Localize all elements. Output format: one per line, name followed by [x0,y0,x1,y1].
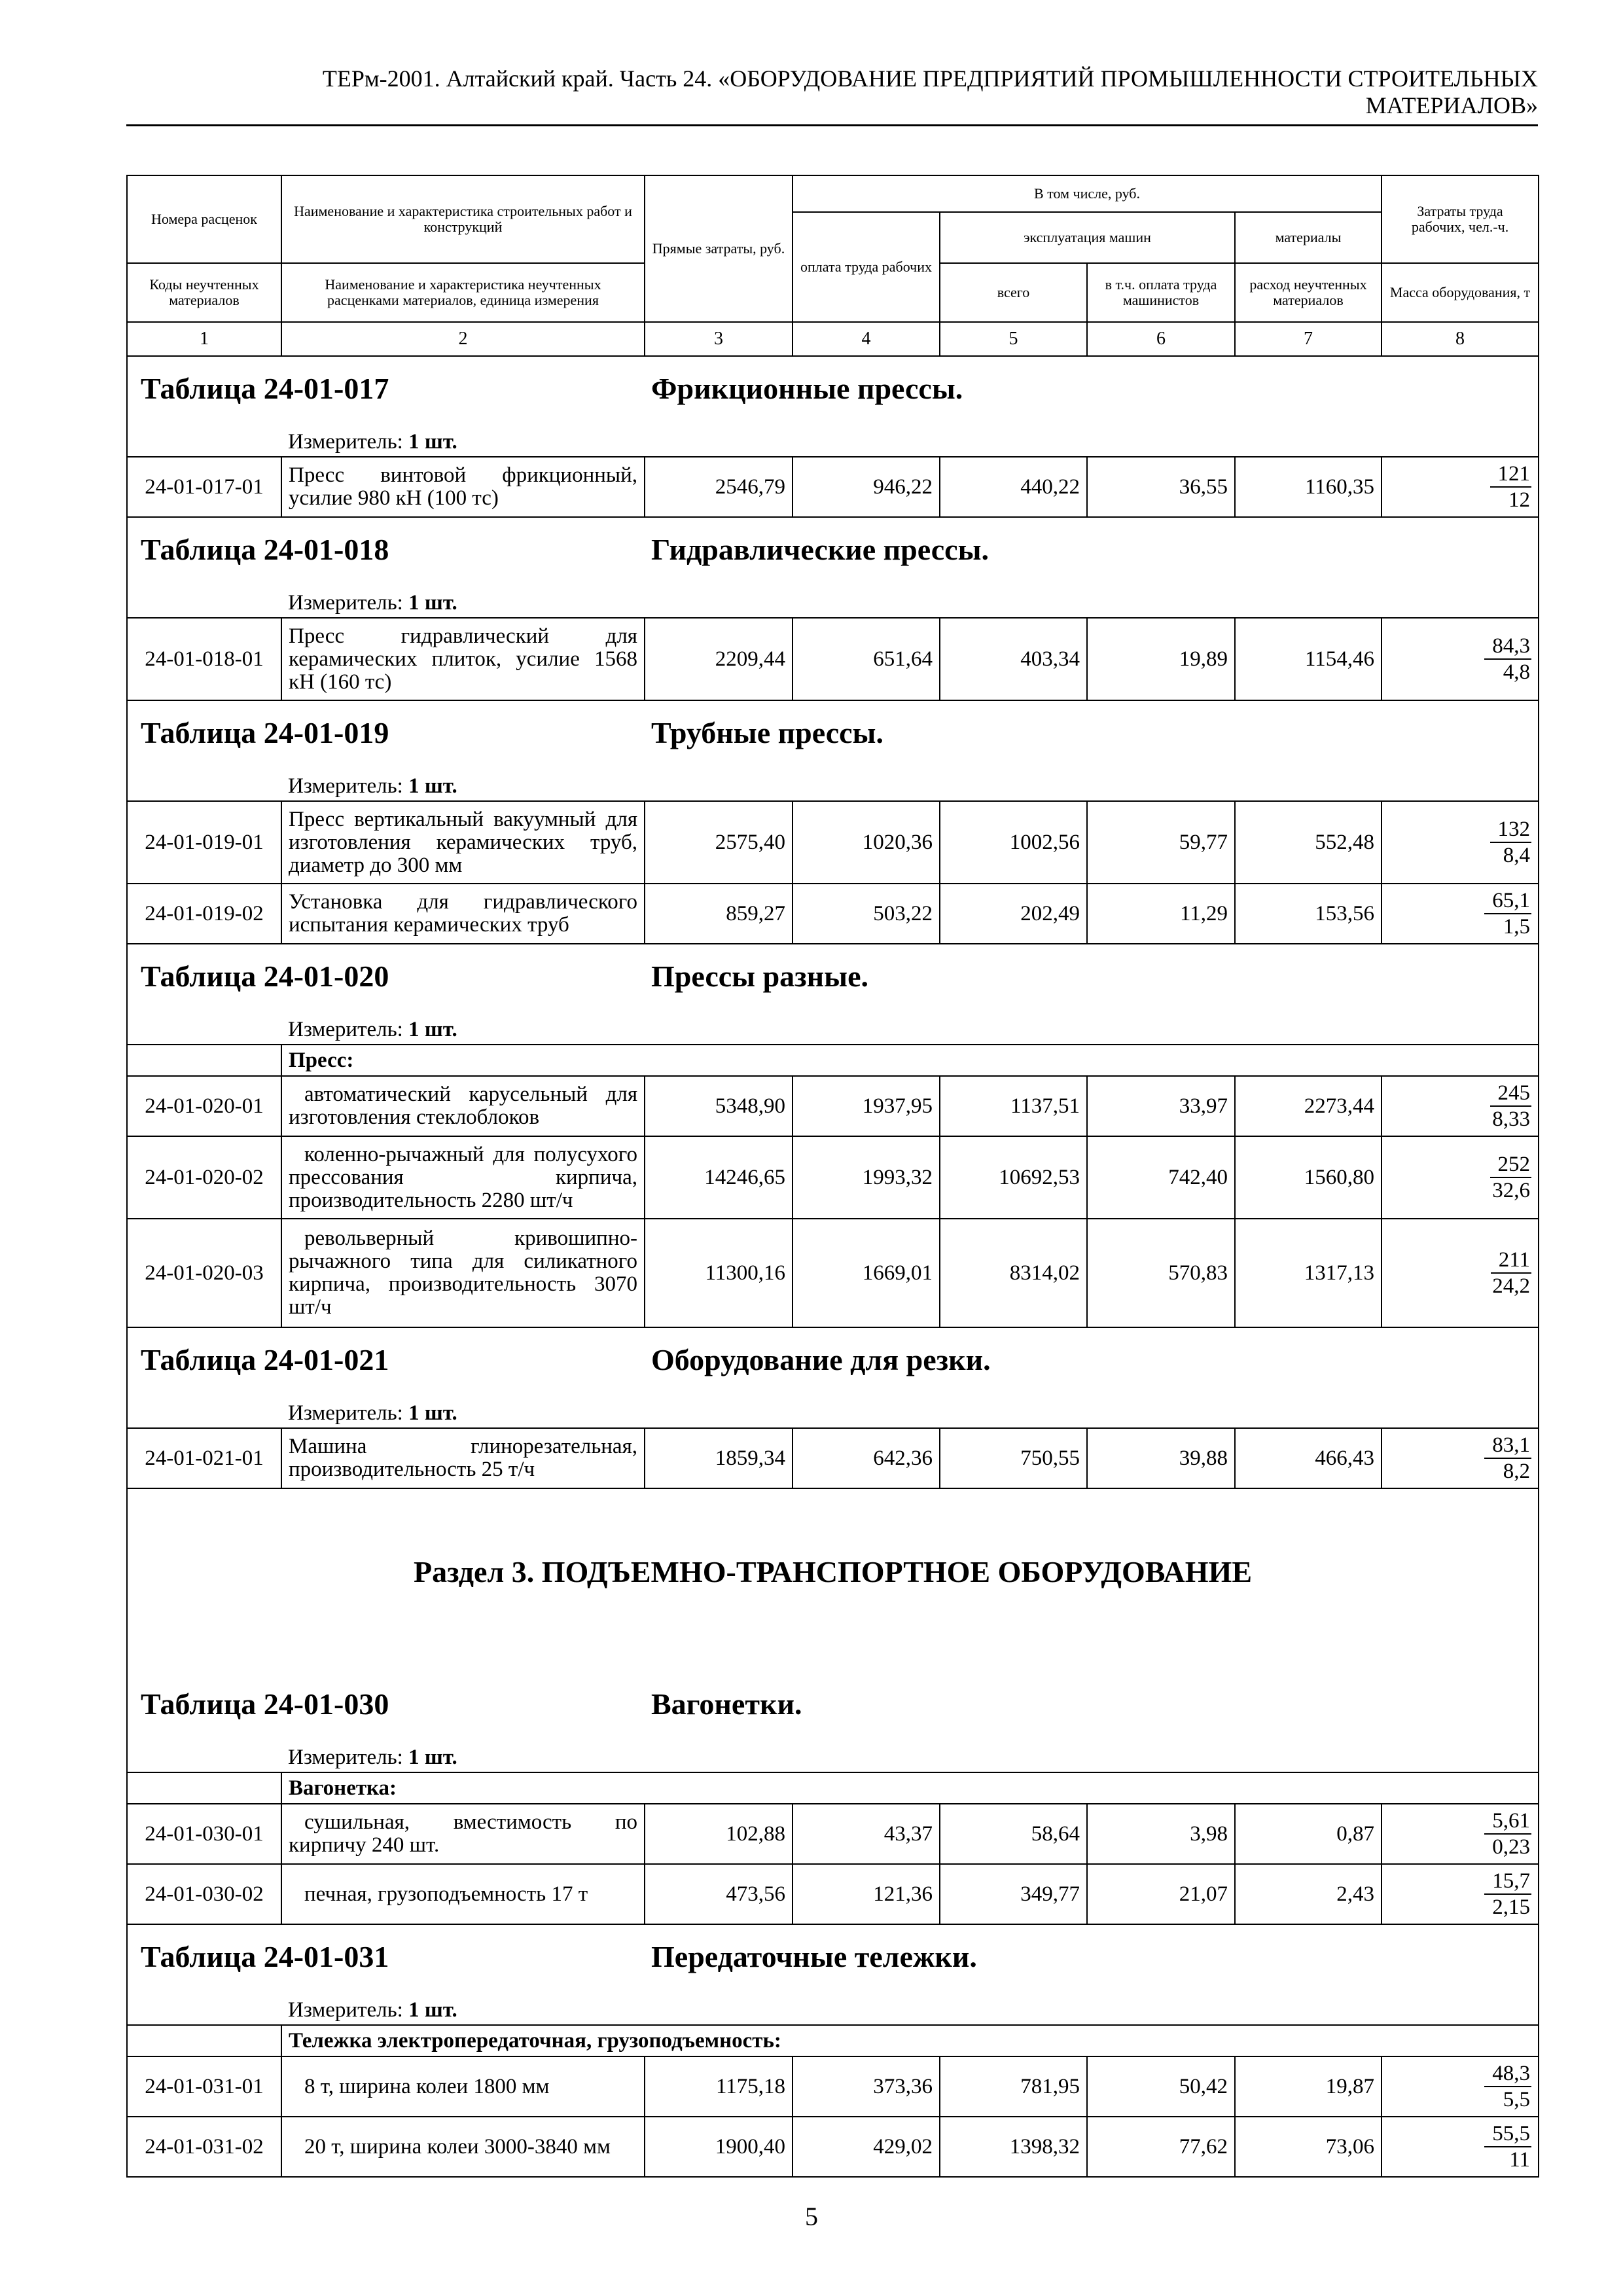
labor-cost: 43,37 [793,1804,940,1864]
labor-hours: 55,5 [1484,2121,1531,2147]
equipment-mass: 11 [1509,2148,1531,2172]
table-header [127,175,1539,356]
table-id: Таблица 24-01-031 [141,1940,389,1973]
meter-value: 1 шт. [408,1745,457,1769]
machinist-cost: 50,42 [1087,2056,1235,2117]
machinist-cost: 11,29 [1087,884,1235,944]
rate-code: 24-01-020-03 [127,1219,281,1327]
machine-cost: 1137,51 [940,1076,1087,1136]
labor-hours: 48,3 [1484,2061,1531,2087]
running-header [126,65,1538,126]
price-table [127,944,1539,1327]
rate-code: 24-01-017-01 [127,457,281,517]
meter-value: 1 шт. [408,429,457,454]
meter-value: 1 шт. [408,590,457,615]
labor-hours: 83,1 [1484,1433,1531,1459]
rate-description: 8 т, ширина колеи 1800 мм [281,2056,645,2117]
equipment-mass: 24,2 [1492,1274,1531,1298]
rate-code: 24-01-019-02 [127,884,281,944]
rate-description: Пресс гидравлический для керамических плиток, усилие 1568 кН (160 тс) [281,618,645,700]
table-name: Гидравлические прессы. [651,533,989,566]
col-header-mach-labor: в т.ч. оплата труда машинистов [1087,263,1235,322]
meter-label: Измеритель: [288,590,403,615]
machinist-cost: 36,55 [1087,457,1235,517]
meter-value: 1 шт. [408,1017,457,1041]
table-row [127,618,1539,700]
equipment-mass: 8,2 [1503,1460,1531,1483]
col-header-codes: Номера расценок [127,175,281,263]
table-row [127,457,1539,517]
equipment-mass: 5,5 [1503,2088,1531,2111]
table-row [127,1076,1539,1136]
table-row [127,1864,1539,1924]
col-number: 2 [281,322,645,356]
material-cost: 19,87 [1235,2056,1382,2117]
material-cost: 1317,13 [1235,1219,1382,1327]
machine-cost: 1398,32 [940,2117,1087,2177]
rate-code: 24-01-020-02 [127,1136,281,1219]
meter-value: 1 шт. [408,1998,457,2022]
material-cost: 1154,46 [1235,618,1382,700]
col-number: 4 [793,322,940,356]
col-number: 6 [1087,322,1235,356]
table-id: Таблица 24-01-017 [141,372,389,405]
meter-label: Измеритель: [288,1017,403,1041]
equipment-mass: 32,6 [1492,1179,1531,1202]
direct-cost: 1175,18 [645,2056,793,2117]
table-id: Таблица 24-01-018 [141,533,389,566]
col-header-material-codes: Коды неучтенных материалов [127,263,281,322]
rate-description: револьверный кривошипно-рычажного типа для силикатного кирпича, производительность 3070 шт/ч [281,1219,645,1327]
col-header-materials: материалы [1235,212,1382,263]
meter-label: Измеритель: [288,774,403,798]
table-row [127,884,1539,944]
equipment-mass: 4,8 [1503,660,1531,684]
table-row [127,1804,1539,1864]
direct-cost: 2575,40 [645,801,793,884]
table-row [127,2117,1539,2177]
price-table [127,356,1539,517]
machine-cost: 202,49 [940,884,1087,944]
material-cost: 1560,80 [1235,1136,1382,1219]
rate-code: 24-01-030-02 [127,1864,281,1924]
labor-cost: 1020,36 [793,801,940,884]
labor-hours: 132 [1490,817,1532,843]
direct-cost: 2546,79 [645,457,793,517]
machine-cost: 58,64 [940,1804,1087,1864]
rate-description: 20 т, ширина колеи 3000-3840 мм [281,2117,645,2177]
col-header-material-names: Наименование и характеристика неучтенных расценками материалов, единица измерения [281,263,645,322]
meter-label: Измеритель: [288,429,403,454]
meter-label: Измеритель: [288,1745,403,1769]
meter-label: Измеритель: [288,1401,403,1425]
direct-cost: 14246,65 [645,1136,793,1219]
table-row [127,801,1539,884]
section-title: Раздел 3. ПОДЪЕМНО-ТРАНСПОРТНОЕ ОБОРУДОВАНИЕ [414,1555,1253,1588]
section-block [127,1488,1539,1672]
group-label: Тележка электропередаточная, грузоподъемность: [281,2025,1539,2056]
rate-description: Установка для гидравлического испытания керамических труб [281,884,645,944]
rate-code: 24-01-031-02 [127,2117,281,2177]
direct-cost: 859,27 [645,884,793,944]
labor-cost: 1993,32 [793,1136,940,1219]
direct-cost: 11300,16 [645,1219,793,1327]
col-header-labor-hours: Затраты труда рабочих, чел.-ч. [1382,175,1539,263]
machine-cost: 1002,56 [940,801,1087,884]
col-number: 8 [1382,322,1539,356]
group-label: Вагонетка: [281,1772,1539,1804]
col-header-name: Наименование и характеристика строительных работ и конструкций [281,175,645,263]
price-table [127,1924,1539,2177]
direct-cost: 1900,40 [645,2117,793,2177]
labor-hours: 65,1 [1484,888,1531,914]
material-cost: 466,43 [1235,1428,1382,1488]
page-number: 5 [805,2202,818,2231]
labor-hours: 121 [1490,461,1532,488]
price-table [127,517,1539,700]
equipment-mass: 0,23 [1492,1835,1531,1859]
machinist-cost: 77,62 [1087,2117,1235,2177]
table-name: Вагонетки. [651,1687,802,1721]
table-id: Таблица 24-01-020 [141,960,389,993]
rate-description: сушильная, вместимость по кирпичу 240 шт. [281,1804,645,1864]
labor-cost: 503,22 [793,884,940,944]
machinist-cost: 570,83 [1087,1219,1235,1327]
rate-description: Пресс винтовой фрикционный, усилие 980 кН (100 тс) [281,457,645,517]
labor-hours: 211 [1491,1247,1531,1274]
material-cost: 552,48 [1235,801,1382,884]
rate-code: 24-01-031-01 [127,2056,281,2117]
machinist-cost: 39,88 [1087,1428,1235,1488]
meter-value: 1 шт. [408,1401,457,1425]
price-table [127,1327,1539,1488]
machinist-cost: 33,97 [1087,1076,1235,1136]
material-cost: 153,56 [1235,884,1382,944]
rate-code: 24-01-030-01 [127,1804,281,1864]
labor-hours: 84,3 [1484,634,1531,660]
col-header-mass: Масса оборудования, т [1382,263,1539,322]
col-number: 1 [127,322,281,356]
header-line-2: МАТЕРИАЛОВ» [1365,92,1538,118]
col-header-mach-total: всего [940,263,1087,322]
equipment-mass: 8,4 [1503,844,1531,867]
header-line-1: ТЕРм-2001. Алтайский край. Часть 24. «ОБОРУДОВАНИЕ ПРЕДПРИЯТИЙ ПРОМЫШЛЕННОСТИ СТРОИТЕЛЬНЫХ [322,65,1538,92]
machinist-cost: 19,89 [1087,618,1235,700]
material-cost: 73,06 [1235,2117,1382,2177]
rate-description: Пресс вертикальный вакуумный для изготовления керамических труб, диаметр до 300 мм [281,801,645,884]
rate-code: 24-01-019-01 [127,801,281,884]
labor-cost: 121,36 [793,1864,940,1924]
direct-cost: 1859,34 [645,1428,793,1488]
direct-cost: 5348,90 [645,1076,793,1136]
labor-cost: 1669,01 [793,1219,940,1327]
machinist-cost: 3,98 [1087,1804,1235,1864]
machinist-cost: 742,40 [1087,1136,1235,1219]
col-header-labor: оплата труда рабочих [793,212,940,322]
rate-code: 24-01-018-01 [127,618,281,700]
col-header-unaccounted: расход неучтенных материалов [1235,263,1382,322]
rate-code: 24-01-021-01 [127,1428,281,1488]
table-name: Оборудование для резки. [651,1343,991,1376]
labor-cost: 642,36 [793,1428,940,1488]
equipment-mass: 1,5 [1503,915,1531,939]
meter-label: Измеритель: [288,1998,403,2022]
labor-hours: 15,7 [1484,1869,1531,1895]
equipment-mass: 8,33 [1492,1107,1531,1131]
table-row [127,1428,1539,1488]
machine-cost: 403,34 [940,618,1087,700]
table-id: Таблица 24-01-021 [141,1343,389,1376]
machine-cost: 10692,53 [940,1136,1087,1219]
labor-hours: 252 [1490,1152,1532,1178]
table-name: Трубные прессы. [651,716,883,749]
meter-value: 1 шт. [408,774,457,798]
table-row [127,1136,1539,1219]
machine-cost: 750,55 [940,1428,1087,1488]
rate-description: печная, грузоподъемность 17 т [281,1864,645,1924]
price-table [127,1672,1539,1924]
rate-description: автоматический карусельный для изготовления стеклоблоков [281,1076,645,1136]
material-cost: 0,87 [1235,1804,1382,1864]
table-name: Фрикционные прессы. [651,372,963,405]
direct-cost: 2209,44 [645,618,793,700]
col-header-incl: В том числе, руб. [793,175,1382,212]
rate-description: Машина глинорезательная, производительность 25 т/ч [281,1428,645,1488]
table-row [127,2056,1539,2117]
material-cost: 2273,44 [1235,1076,1382,1136]
col-header-direct: Прямые затраты, руб. [645,175,793,322]
group-label: Пресс: [281,1045,1539,1076]
table-row [127,1219,1539,1327]
labor-hours: 245 [1490,1081,1532,1107]
rate-description: коленно-рычажный для полусухого прессования кирпича, производительность 2280 шт/ч [281,1136,645,1219]
col-number: 5 [940,322,1087,356]
col-number: 3 [645,322,793,356]
machine-cost: 8314,02 [940,1219,1087,1327]
equipment-mass: 2,15 [1492,1895,1531,1919]
material-cost: 2,43 [1235,1864,1382,1924]
rate-code: 24-01-020-01 [127,1076,281,1136]
direct-cost: 473,56 [645,1864,793,1924]
rates-table [126,175,1539,2178]
labor-cost: 651,64 [793,618,940,700]
labor-cost: 946,22 [793,457,940,517]
material-cost: 1160,35 [1235,457,1382,517]
col-header-machines: эксплуатация машин [940,212,1235,263]
table-id: Таблица 24-01-019 [141,716,389,749]
machine-cost: 440,22 [940,457,1087,517]
direct-cost: 102,88 [645,1804,793,1864]
table-name: Прессы разные. [651,960,868,993]
equipment-mass: 12 [1508,488,1531,512]
labor-cost: 1937,95 [793,1076,940,1136]
labor-cost: 429,02 [793,2117,940,2177]
labor-cost: 373,36 [793,2056,940,2117]
machine-cost: 781,95 [940,2056,1087,2117]
price-table [127,700,1539,944]
machinist-cost: 21,07 [1087,1864,1235,1924]
labor-hours: 5,61 [1484,1808,1531,1835]
table-name: Передаточные тележки. [651,1940,977,1973]
machine-cost: 349,77 [940,1864,1087,1924]
table-id: Таблица 24-01-030 [141,1687,389,1721]
machinist-cost: 59,77 [1087,801,1235,884]
col-number: 7 [1235,322,1382,356]
